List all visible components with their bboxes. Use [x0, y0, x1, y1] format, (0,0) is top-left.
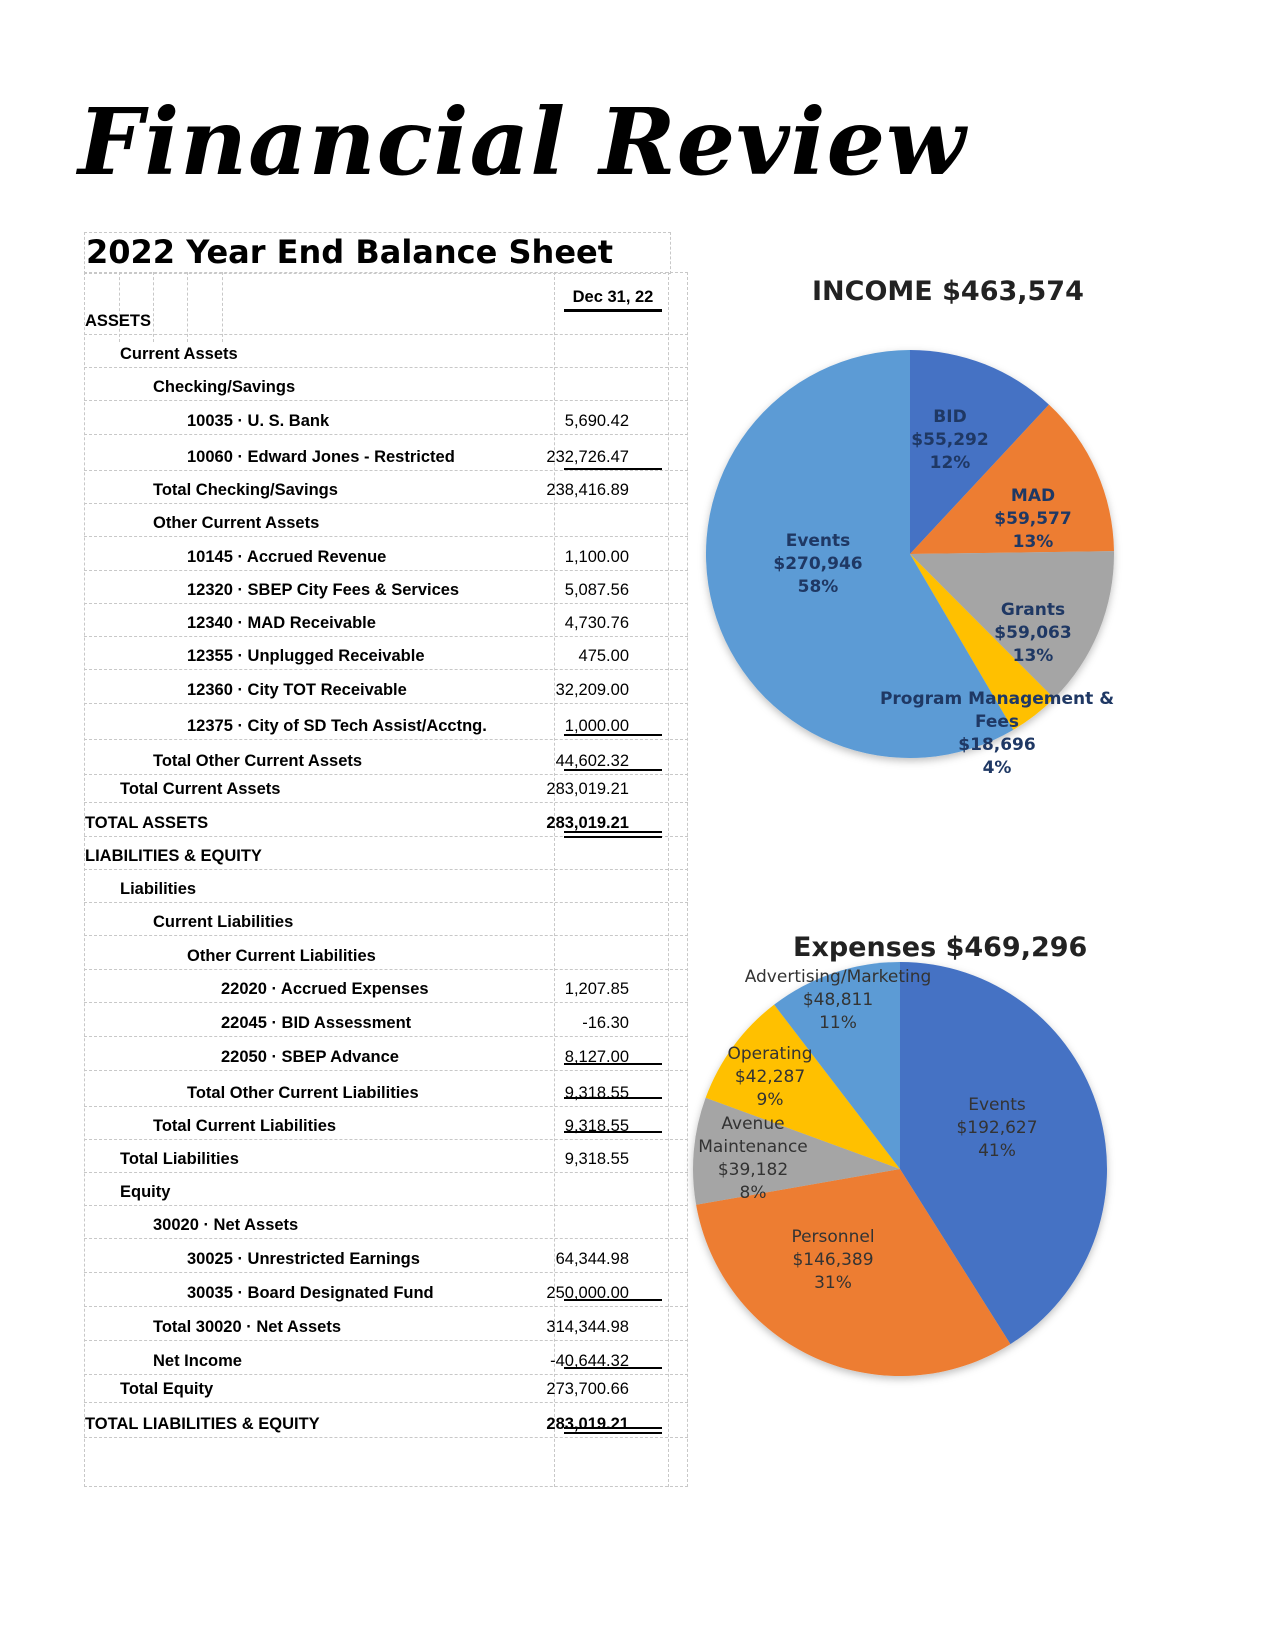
table-row: [84, 604, 688, 637]
row-label: 22050 · SBEP Advance: [221, 1048, 399, 1066]
row-value: 5,087.56: [564, 581, 629, 599]
income-pie-chart: [700, 340, 1220, 820]
table-row: [84, 1071, 688, 1107]
row-label: Current Liabilities: [153, 913, 294, 931]
row-label: 30035 · Board Designated Fund: [187, 1284, 434, 1302]
total-double-underline: [564, 1427, 662, 1434]
row-label: LIABILITIES & EQUITY: [85, 847, 262, 865]
expenses-pie-chart: [698, 967, 1220, 1445]
row-value: 32,209.00: [555, 681, 629, 699]
table-row: [84, 504, 688, 537]
column-header-date: Dec 31, 22: [564, 288, 662, 312]
table-row: [84, 471, 688, 504]
pie-data-label: Events $192,627 41%: [956, 1095, 1038, 1161]
table-row: [84, 970, 688, 1003]
row-value: 1,100.00: [564, 548, 629, 566]
pie-data-label: Events $270,946 58%: [773, 531, 863, 597]
row-value: 475.00: [578, 647, 629, 665]
table-row: [84, 870, 688, 903]
table-row: [84, 571, 688, 604]
row-label: Total Other Current Assets: [153, 752, 363, 770]
row-value: 250,000.00: [546, 1284, 629, 1302]
table-row: [84, 368, 688, 401]
row-value: 9,318.55: [564, 1117, 629, 1135]
row-value: 283,019.21: [546, 814, 629, 832]
row-label: TOTAL LIABILITIES & EQUITY: [85, 1415, 320, 1433]
row-label: 22045 · BID Assessment: [221, 1014, 412, 1032]
subtotal-underline: [564, 468, 662, 470]
row-label: 10060 · Edward Jones - Restricted: [187, 448, 455, 466]
row-label: Total Other Current Liabilities: [187, 1084, 419, 1102]
row-value: 8,127.00: [564, 1048, 629, 1066]
pie-data-label: Operating $42,287 9%: [727, 1044, 813, 1110]
subtotal-underline: [564, 1097, 662, 1099]
table-row: [84, 837, 688, 870]
balance-sheet-title: 2022 Year End Balance Sheet: [86, 233, 614, 271]
table-row: [84, 1140, 688, 1173]
row-label: 12360 · City TOT Receivable: [187, 681, 407, 699]
table-row: [84, 670, 688, 704]
row-label: Total Equity: [120, 1380, 214, 1398]
row-label: 10035 · U. S. Bank: [187, 412, 330, 430]
income-chart-title: INCOME $463,574: [812, 276, 1084, 307]
table-row: [84, 537, 688, 571]
row-value: 314,344.98: [546, 1318, 629, 1336]
table-row: [84, 637, 688, 670]
table-row: [84, 435, 688, 471]
table-row: [84, 1273, 688, 1307]
subtotal-underline: [564, 1063, 662, 1065]
expenses-chart-title: Expenses $469,296: [793, 932, 1088, 963]
row-label: Other Current Liabilities: [187, 947, 376, 965]
row-label: Total Checking/Savings: [153, 481, 338, 499]
row-label: Total 30020 · Net Assets: [153, 1318, 341, 1336]
table-row: [84, 903, 688, 936]
row-label: Total Current Liabilities: [153, 1117, 337, 1135]
table-row: [84, 775, 688, 803]
row-label: 30020 · Net Assets: [153, 1216, 299, 1234]
row-value: 238,416.89: [546, 481, 629, 499]
table-row: [84, 1239, 688, 1273]
page-title: Financial Review: [78, 88, 967, 196]
table-row: [84, 1341, 688, 1375]
table-row: [84, 1375, 688, 1403]
row-value: 1,207.85: [564, 980, 629, 998]
row-value: 64,344.98: [555, 1250, 629, 1268]
pie-data-label: BID $55,292 12%: [911, 407, 989, 473]
row-label: Equity: [120, 1183, 171, 1201]
row-value: 9,318.55: [564, 1150, 629, 1168]
row-value: 44,602.32: [555, 752, 629, 770]
pie-data-label: MAD $59,577 13%: [994, 486, 1072, 552]
pie-data-label: Grants $59,063 13%: [994, 600, 1072, 666]
row-label: Net Income: [153, 1352, 242, 1370]
table-row: [84, 335, 688, 368]
pie-data-label: Advertising/Marketing $48,811 11%: [744, 967, 932, 1033]
row-label: Other Current Assets: [153, 514, 320, 532]
row-value: 9,318.55: [564, 1084, 629, 1102]
subtotal-underline: [564, 734, 662, 736]
row-value: -16.30: [582, 1014, 629, 1032]
row-value: 5,690.42: [564, 412, 629, 430]
row-label: 12375 · City of SD Tech Assist/Acctng.: [187, 717, 487, 735]
table-row: [84, 401, 688, 435]
row-label: Total Current Assets: [120, 780, 281, 798]
row-label: 30025 · Unrestricted Earnings: [187, 1250, 420, 1268]
row-label: Total Liabilities: [120, 1150, 239, 1168]
row-label: Current Assets: [120, 345, 238, 363]
table-row: [84, 1206, 688, 1239]
table-row: [84, 1307, 688, 1341]
row-value: -40,644.32: [550, 1352, 629, 1370]
row-label: ASSETS: [85, 312, 152, 330]
row-label: 22020 · Accrued Expenses: [221, 980, 429, 998]
subtotal-underline: [564, 1367, 662, 1369]
row-label: 12340 · MAD Receivable: [187, 614, 376, 632]
row-value: 273,700.66: [546, 1380, 629, 1398]
subtotal-underline: [564, 1131, 662, 1133]
row-label: Checking/Savings: [153, 378, 296, 396]
row-value: 1,000.00: [564, 717, 629, 735]
table-row: [84, 1003, 688, 1037]
pie-data-label: Avenue Maintenance $39,182 8%: [698, 1114, 808, 1203]
subtotal-underline: [564, 769, 662, 771]
table-row: [84, 1037, 688, 1071]
row-value: 283,019.21: [546, 780, 629, 798]
total-double-underline: [564, 831, 662, 838]
subtotal-underline: [564, 1299, 662, 1301]
row-label: TOTAL ASSETS: [85, 814, 209, 832]
table-row: [84, 302, 688, 335]
table-row: [84, 1173, 688, 1206]
pie-data-label: Program Management & Fees $18,696 4%: [879, 689, 1115, 778]
table-row: [84, 936, 688, 970]
row-value: 4,730.76: [564, 614, 629, 632]
row-label: 10145 · Accrued Revenue: [187, 548, 387, 566]
row-label: 12320 · SBEP City Fees & Services: [187, 581, 460, 599]
row-value: 283,019.21: [546, 1415, 629, 1433]
row-value: 232,726.47: [546, 448, 629, 466]
table-row: [84, 1107, 688, 1140]
row-label: Liabilities: [120, 880, 197, 898]
row-label: 12355 · Unplugged Receivable: [187, 647, 425, 665]
pie-data-label: Personnel $146,389 31%: [791, 1227, 875, 1293]
